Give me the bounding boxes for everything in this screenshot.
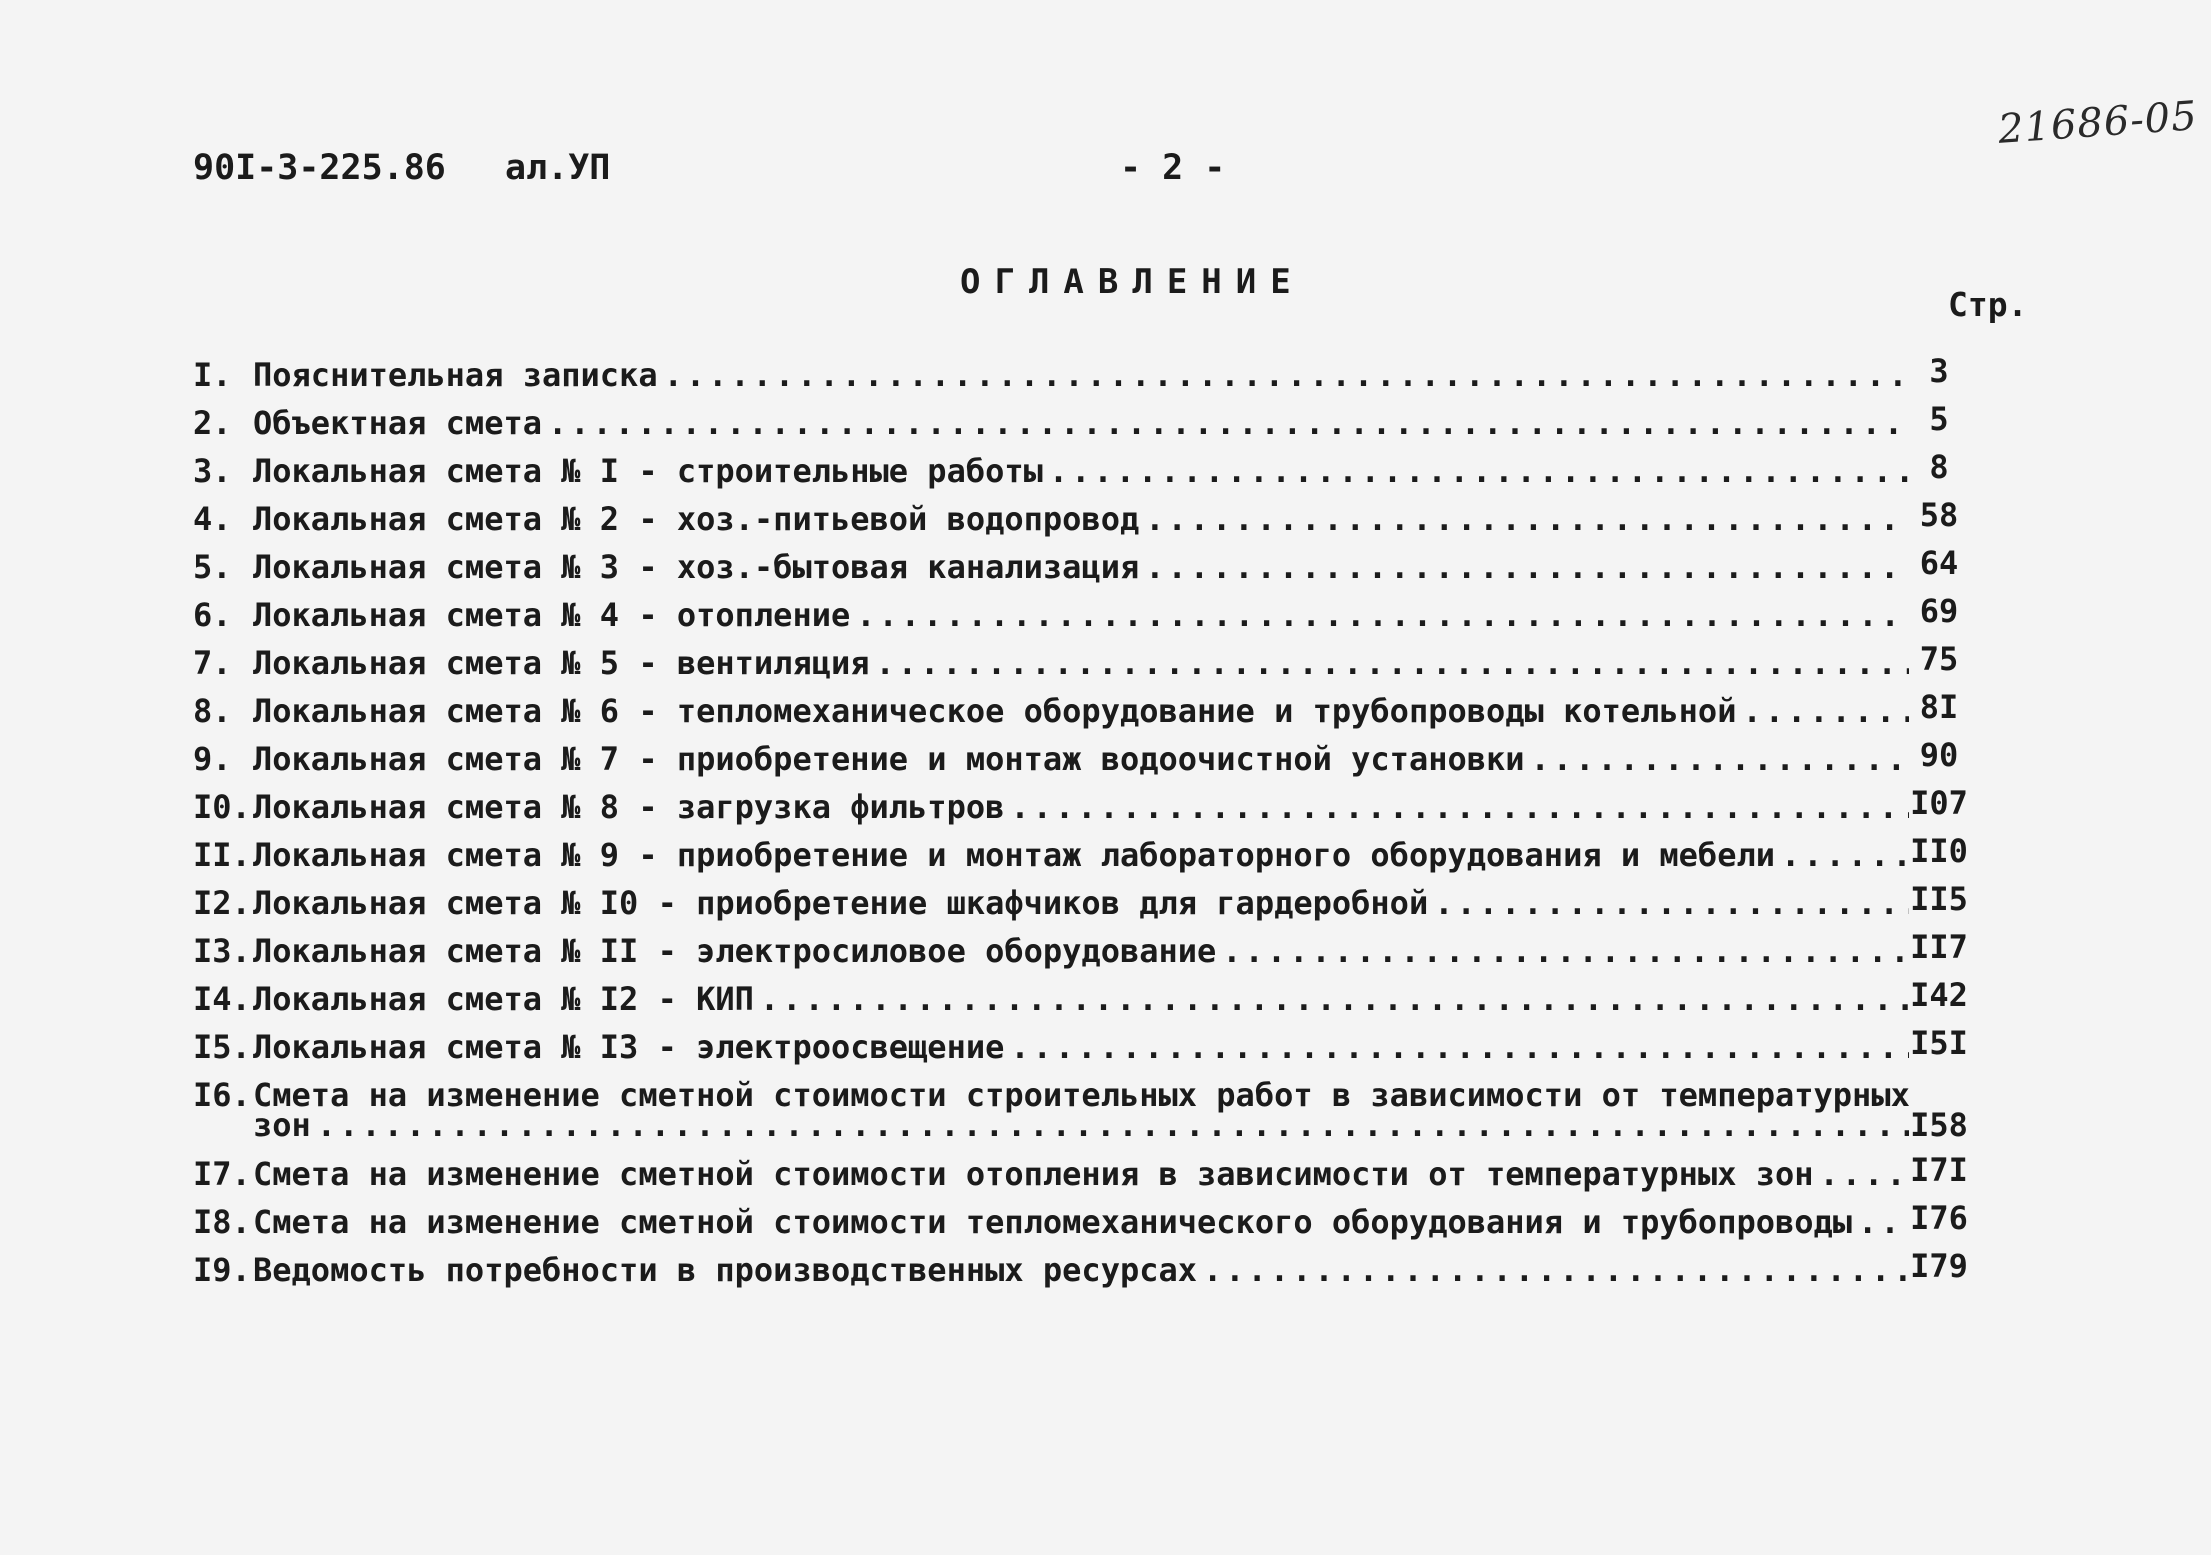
entry-number: I6. [193,1076,251,1114]
entry-title: Локальная смета № 7 - приобретение и монтаж водоочистной установки [253,740,1525,778]
entry-number: 6. [193,596,232,634]
dot-leader [548,404,1909,442]
toc-entry [193,638,2023,686]
entry-page: I79 [1910,1247,1968,1285]
entry-page: 90 [1919,736,1959,774]
entry-title: Локальная смета № 6 - тепломеханическое оборудование и трубопроводы котельной [253,692,1737,730]
entry-page: 5 [1929,400,1949,438]
toc-entry [193,926,2023,974]
entry-title: Локальная смета № I0 - приобретение шкафчиков для гардеробной [253,884,1429,922]
dot-leader [317,1106,1909,1144]
toc-entry [193,494,2023,542]
entry-page: 8 [1929,448,1949,486]
document-code: 90I-3-225.86 [193,148,446,188]
entry-page: I07 [1910,784,1968,822]
entry-title-continuation: зон [253,1106,311,1144]
dot-leader [876,644,1910,682]
dot-leader [1145,500,1909,538]
entry-number: I. [193,356,232,394]
toc-entry [193,1070,2023,1149]
dot-leader [1531,740,1909,778]
entry-number: I9. [193,1251,251,1289]
dot-leader [1145,548,1909,586]
entry-number: 5. [193,548,232,586]
entry-title: Локальная смета № 4 - отопление [253,596,851,634]
toc-entry [193,1245,2023,1293]
entry-title: Локальная смета № II - электросиловое оборудование [253,932,1217,970]
toc-entry [193,734,2023,782]
entry-page: I7I [1910,1151,1968,1189]
document-title: ОГЛАВЛЕНИЕ [960,262,1305,302]
entry-number: 9. [193,740,232,778]
toc-entry [193,350,2023,398]
entry-page: 64 [1919,544,1959,582]
table-of-contents [193,350,2023,1293]
dot-leader [1203,1251,1909,1289]
entry-page: 3 [1929,352,1949,390]
entry-title: Локальная смета № 5 - вентиляция [253,644,870,682]
entry-page: 69 [1919,592,1959,630]
entry-title: Ведомость потребности в производственных ресурсах [253,1251,1198,1289]
toc-entry [193,542,2023,590]
entry-number: I2. [193,884,251,922]
dot-leader [1049,452,1909,490]
entry-number: 8. [193,692,232,730]
dot-leader [664,356,1909,394]
entry-page: 8I [1919,688,1959,726]
entry-page: I58 [1910,1106,1968,1144]
entry-title: Локальная смета № I2 - КИП [253,980,754,1018]
dot-leader [1434,884,1909,922]
entry-number: 7. [193,644,232,682]
toc-entry [193,446,2023,494]
entry-title: Локальная смета № 8 - загрузка фильтров [253,788,1005,826]
entry-number: 4. [193,500,232,538]
entry-number: I4. [193,980,251,1018]
toc-entry [193,398,2023,446]
dot-leader [856,596,1909,634]
entry-number: I3. [193,932,251,970]
handwritten-note: 21686-05 [1996,93,2200,153]
page-column-header: Стр. [1948,285,2028,324]
dot-leader [760,980,1909,1018]
entry-title: Смета на изменение сметной стоимости строительных работ в зависимости от температурных [253,1076,1910,1114]
entry-page: II5 [1910,880,1968,918]
entry-number: I8. [193,1203,251,1241]
page-number: - 2 - [1120,148,1226,188]
entry-title: Локальная смета № 3 - хоз.-бытовая канализация [253,548,1140,586]
entry-page: 58 [1919,496,1959,534]
entry-page: I5I [1910,1024,1968,1062]
entry-number: II. [193,836,251,874]
entry-title: Объектная смета [253,404,542,442]
entry-title: Локальная смета № 9 - приобретение и монтаж лабораторного оборудования и мебели [253,836,1775,874]
dot-leader [1222,932,1909,970]
entry-page: 75 [1919,640,1959,678]
toc-entry [193,830,2023,878]
album-number: ал.УП [505,148,611,188]
toc-entry [193,1149,2023,1197]
dot-leader [1010,1028,1909,1066]
toc-entry [193,878,2023,926]
entry-title: Смета на изменение сметной стоимости отопления в зависимости от температурных зон [253,1155,1814,1193]
entry-title: Смета на изменение сметной стоимости тепломеханического оборудования и трубопроводы [253,1203,1853,1241]
toc-entry [193,590,2023,638]
toc-entry [193,1022,2023,1070]
entry-number: I7. [193,1155,251,1193]
toc-entry [193,686,2023,734]
entry-title: Пояснительная записка [253,356,658,394]
entry-page: I42 [1910,976,1968,1014]
entry-title: Локальная смета № 2 - хоз.-питьевой водопровод [253,500,1140,538]
entry-title: Локальная смета № I3 - электроосвещение [253,1028,1005,1066]
entry-page: II0 [1910,832,1968,870]
entry-title: Локальная смета № I - строительные работы [253,452,1043,490]
entry-number: I5. [193,1028,251,1066]
toc-entry [193,974,2023,1022]
toc-entry [193,1197,2023,1245]
entry-page: II7 [1910,928,1968,966]
dot-leader [1742,692,1909,730]
entry-number: I0. [193,788,251,826]
entry-number: 2. [193,404,232,442]
entry-page: I76 [1910,1199,1968,1237]
toc-entry [193,782,2023,830]
dot-leader [1010,788,1909,826]
entry-number: 3. [193,452,232,490]
